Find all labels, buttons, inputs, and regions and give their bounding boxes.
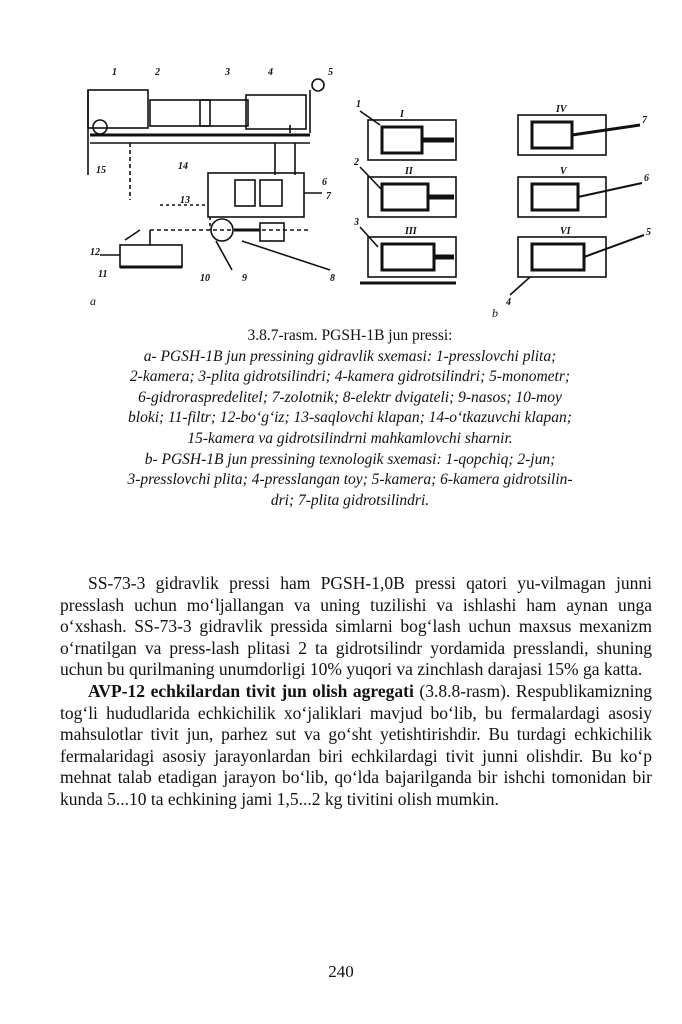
figure-3-8-7 [60,55,660,325]
svg-text:11: 11 [98,269,108,280]
paragraph-avp-12 [60,681,652,811]
plate-cylinder [150,100,210,126]
hydro-distributor [208,173,304,217]
caption-line: dri; 7-plita gidrotsilindri. [270,491,430,509]
panel-I [360,111,456,160]
manometer-icon [312,79,324,91]
page-number: 240 [328,962,354,981]
svg-text:3: 3 [354,217,359,228]
panel-VI [510,235,644,295]
caption-line: 2-kamera; 3-plita gidrotsilindri; 4-kamera gidrotsilindri; 5-monometr; [129,368,571,386]
paragraph-text: (3.8.8-rasm). Respublikamizning tog‘li hududlarida echkichilik xo‘jaliklari mavjud bo‘lib, bu fermalardagi asosiy mahsulotlar tivit jun, parhez sut va go‘sht yetishtirishdir. Bu turdagi echkichilik fermalaridagi asosiy jarayonlardan biri echkilardagi tivit junni olishdir. Bu ko‘p mehnat talab etadigan jarayon bo‘lib, qo‘lda bajarilganda bir ishchi tomonidan bir kunda 5...10 ta echkining jami 1,5...2 kg tivitini olish mumkin. [60,680,652,809]
caption-line: 3-presslovchi plita; 4-presslangan toy; 5-kamera; 6-kamera gidrotsilin- [127,471,573,489]
panel-V [518,177,642,217]
svg-text:6: 6 [322,177,327,188]
svg-text:II: II [405,166,413,177]
svg-text:13: 13 [180,195,190,206]
electric-motor [260,223,284,241]
chamber-cylinder [246,95,306,129]
svg-text:10: 10 [200,273,210,284]
oil-block [120,245,182,267]
svg-text:5: 5 [646,227,651,238]
caption-title: 3.8.7-rasm. PGSH-1B jun pressi: [247,327,453,344]
paragraph-heading: AVP-12 echkilardan tivit jun olish agregati [88,680,414,701]
caption-line: 6-gidroraspredelitel; 7-zolotnik; 8-elektr dvigateli; 9-nasos; 10-moy [138,388,562,406]
press-chamber [88,90,148,128]
press-schematic-drawing [60,55,660,325]
svg-text:5: 5 [328,67,333,78]
svg-text:a: a [90,294,96,308]
caption-line: b- PGSH-1B jun pressining texnologik sxemasi: 1-qopchiq; 2-jun; [144,450,556,468]
svg-text:9: 9 [242,273,247,284]
svg-text:2: 2 [155,67,160,78]
svg-text:I: I [400,109,404,120]
figure-caption [60,326,640,511]
svg-text:14: 14 [178,161,188,172]
caption-line: a- PGSH-1B jun pressining gidravlik sxemasi: 1-presslovchi plita; [143,347,557,365]
svg-text:4: 4 [268,67,273,78]
svg-text:b: b [492,306,498,320]
svg-text:8: 8 [330,273,335,284]
svg-text:15: 15 [96,165,106,176]
svg-text:III: III [405,226,417,237]
svg-text:12: 12 [90,247,100,258]
svg-text:4: 4 [506,297,511,308]
body-text [60,573,652,811]
caption-line: bloki; 11-filtr; 12-bo‘g‘iz; 13-saqlovchi klapan; 14-o‘tkazuvchi klapan; [128,409,572,427]
svg-text:IV: IV [556,104,567,115]
panel-IV [518,115,640,155]
svg-text:6: 6 [644,173,649,184]
svg-text:7: 7 [326,191,331,202]
caption-line: 15-kamera va gidrotsilindrni mahkamlovchi sharnir. [187,429,513,447]
svg-text:VI: VI [560,226,571,237]
paragraph-ss-73-3: SS-73-3 gidravlik pressi ham PGSH-1,0B pressi qatori yu-vilmagan junni presslash uchun mo‘ljallangan va uning tuzilishi va ishlashi ham aynan unga o‘xshash. SS-73-3 gidravlik pressida simlarni bog‘lash uchun maxsus mexanizm o‘rnatilgan va press-lash plitasi 2 ta gidrotsilindr yordamida presslandi, shuning uchun bu qurilmaning unumdorligi 10% yuqori va zinchlash darajasi 15% ga katta. [60,573,652,680]
svg-text:2: 2 [354,157,359,168]
svg-text:7: 7 [642,115,647,126]
svg-text:1: 1 [112,67,117,78]
svg-text:V: V [560,166,567,177]
svg-text:1: 1 [356,99,361,110]
svg-text:3: 3 [225,67,230,78]
